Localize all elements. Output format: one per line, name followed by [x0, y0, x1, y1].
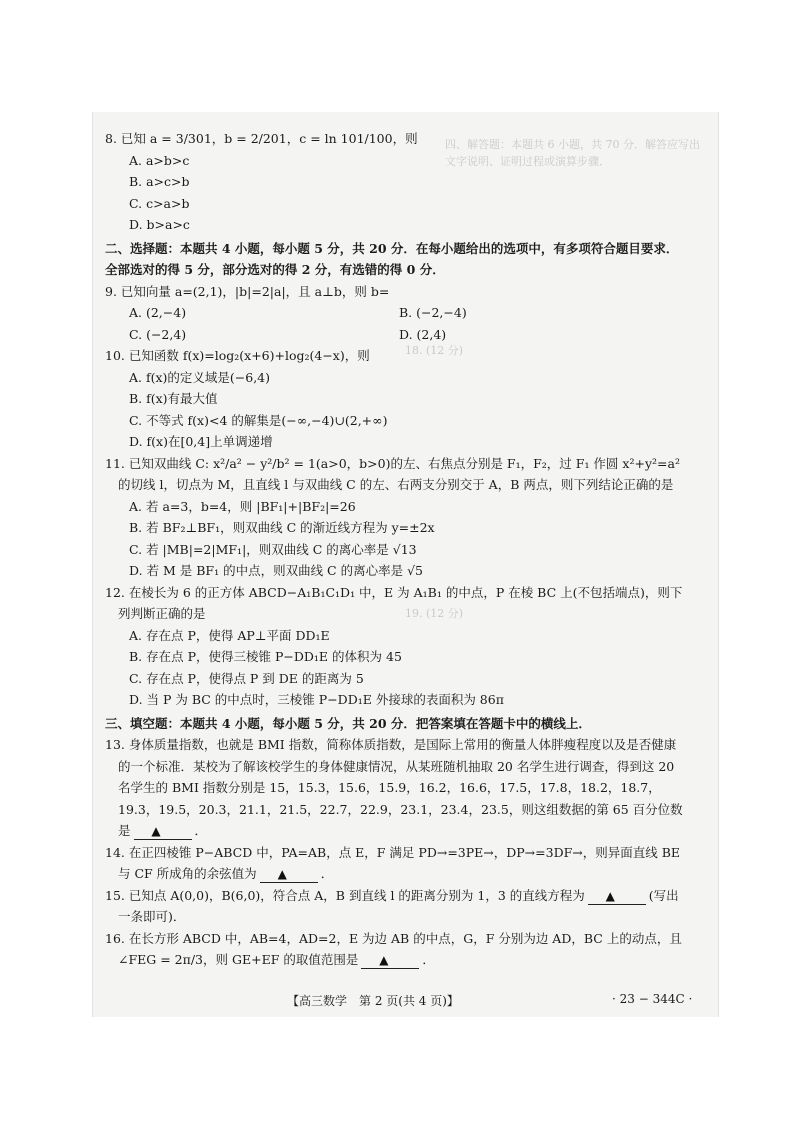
q15-text: 15. 已知点 A(0,0)，B(6,0)，符合点 A，B 到直线 l 的距离分别为 1，3 的直线方程为 [105, 887, 585, 903]
q16-text-end: ． [422, 952, 435, 967]
q12-option-a: A. 存在点 P，使得 AP⊥平面 DD₁E [129, 627, 330, 643]
q11-option-b: B. 若 BF₂⊥BF₁，则双曲线 C 的渐近线方程为 y=±2x [129, 520, 435, 535]
question-11-stem: 11. 已知双曲线 C: x²/a² − y²/b² = 1(a>0，b>0)的左、右焦点分别是 F₁，F₂，过 F₁ 作圆 x²+y²=a² 的切线 l，切点为 M，且直线 l 与双曲线 C 的左、右两支分别交于 A，B 两点，则下列结论正确的是 [105, 455, 680, 492]
q12-option-c: C. 存在点 P，使得点 P 到 DE 的距离为 5 [129, 670, 364, 686]
q12-option-b: B. 存在点 P，使得三棱锥 P−DD₁E 的体积为 45 [129, 649, 402, 664]
q13-answer-blank[interactable] [134, 823, 192, 840]
q15-answer-blank[interactable] [588, 888, 646, 905]
q13-text-end: ． [194, 823, 208, 838]
q8-option-a: A. a>b>c [129, 152, 190, 168]
q8-option-d: D. b>a>c [129, 217, 190, 232]
answer-triangle-icon: ▲ [277, 867, 287, 881]
q9-option-a: A. (2,−4) [129, 305, 187, 320]
q9-options-row-1 [129, 302, 685, 324]
q10-option-c: C. 不等式 f(x)<4 的解集是(−∞,−4)∪(2,+∞) [129, 412, 388, 428]
question-8-stem: 8. 已知 a = 3/301，b = 2/201，c = ln 101/100，则 [105, 131, 418, 146]
q15-text-end: (写出一条即可)． [118, 887, 679, 924]
question-9-stem: 9. 已知向量 a=(2,1)，|b|=2|a|，且 a⊥b，则 b= [105, 283, 390, 299]
q9-option-d: D. (2,4) [399, 326, 447, 342]
q9-option-c: C. (−2,4) [129, 326, 187, 342]
question-13 [105, 734, 685, 842]
q10-option-b: B. f(x)有最大值 [129, 391, 218, 406]
q11-option-d: D. 若 M 是 BF₁ 的中点，则双曲线 C 的离心率是 √5 [129, 563, 423, 578]
q9-options-row-2 [129, 324, 685, 346]
q10-option-d: D. f(x)在[0,4]上单调递增 [129, 434, 273, 449]
question-12-stem: 12. 在棱长为 6 的正方体 ABCD−A₁B₁C₁D₁ 中，E 为 A₁B₁ 的中点，P 在棱 BC 上(不包括端点)，则下列判断正确的是 [105, 584, 683, 621]
q8-option-b: B. a>c>b [129, 174, 190, 189]
q14-answer-blank[interactable] [260, 866, 318, 883]
q9-option-b: B. (−2,−4) [399, 305, 467, 320]
bleed-through-mid-right: 18. (12 分) [405, 344, 464, 357]
q11-option-a: A. 若 a=3，b=4，则 |BF₁|+|BF₂|=26 [129, 498, 356, 514]
footer-exam-code: · 23 − 344C · [612, 992, 693, 1006]
q10-option-a: A. f(x)的定义域是(−6,4) [129, 369, 271, 385]
q14-text-end: ． [320, 866, 334, 881]
q8-option-c: C. c>a>b [129, 195, 190, 211]
bleed-through-upper-right: 四、解答题：本题共 6 小题，共 70 分．解答应写出文字说明、证明过程或演算步骤． [445, 138, 700, 168]
q14-text: 14. 在正四棱锥 P−ABCD 中，PA=AB，点 E，F 满足 PD→=3PE→，DP→=3DF→，则异面直线 BE 与 CF 所成角的余弦值为 [105, 844, 681, 881]
question-16 [105, 928, 685, 971]
bleed-through-lower-right: 19. (12 分) [405, 607, 464, 620]
question-14 [105, 842, 685, 885]
answer-triangle-icon: ▲ [151, 824, 161, 838]
q16-answer-blank[interactable] [361, 952, 419, 969]
q16-text: 16. 在长方形 ABCD 中，AB=4，AD=2，E 为边 AB 的中点，G，F 分别为边 AD，BC 上的动点，且∠FEG = 2π/3，则 GE+EF 的取值范围是 [105, 930, 682, 967]
answer-triangle-icon: ▲ [379, 953, 389, 967]
exam-content [105, 128, 685, 971]
q12-option-d: D. 当 P 为 BC 的中点时，三棱锥 P−DD₁E 外接球的表面积为 86π [129, 692, 504, 707]
answer-triangle-icon: ▲ [605, 888, 615, 903]
section-3-heading: 三、填空题：本题共 4 小题，每小题 5 分，共 20 分．把答案填在答题卡中的横线上． [105, 715, 591, 731]
q11-option-c: C. 若 |MB|=2|MF₁|，则双曲线 C 的离心率是 √13 [129, 541, 417, 557]
question-10-stem: 10. 已知函数 f(x)=log₂(x+6)+log₂(4−x)，则 [105, 348, 370, 363]
section-2-heading: 二、选择题：本题共 4 小题，每小题 5 分，共 20 分．在每小题给出的选项中，有多项符合题目要求．全部选对的得 5 分，部分选对的得 2 分，有选错的得 0 分． [105, 240, 679, 277]
q13-text: 13. 身体质量指数，也就是 BMI 指数，简称体质指数，是国际上常用的衡量人体胖瘦程度以及是否健康的一个标准．某校为了解该校学生的身体健康情况，从某班随机抽取 20 名学生进行调查，得到这 20 名学生的 BMI 指数分别是 15，15.3，15.6，15.9，16.2，16.6，17.5，17.8，18.2，18.7，19.3，19.5，20.3，21.1，21.5，22.7，22.9，23.1，23.4，23.5，则这组数据的第 65 百分位数是 [105, 737, 683, 838]
footer-page-info: 【高三数学 第 2 页(共 4 页)】 [287, 994, 459, 1008]
question-15 [105, 885, 685, 928]
